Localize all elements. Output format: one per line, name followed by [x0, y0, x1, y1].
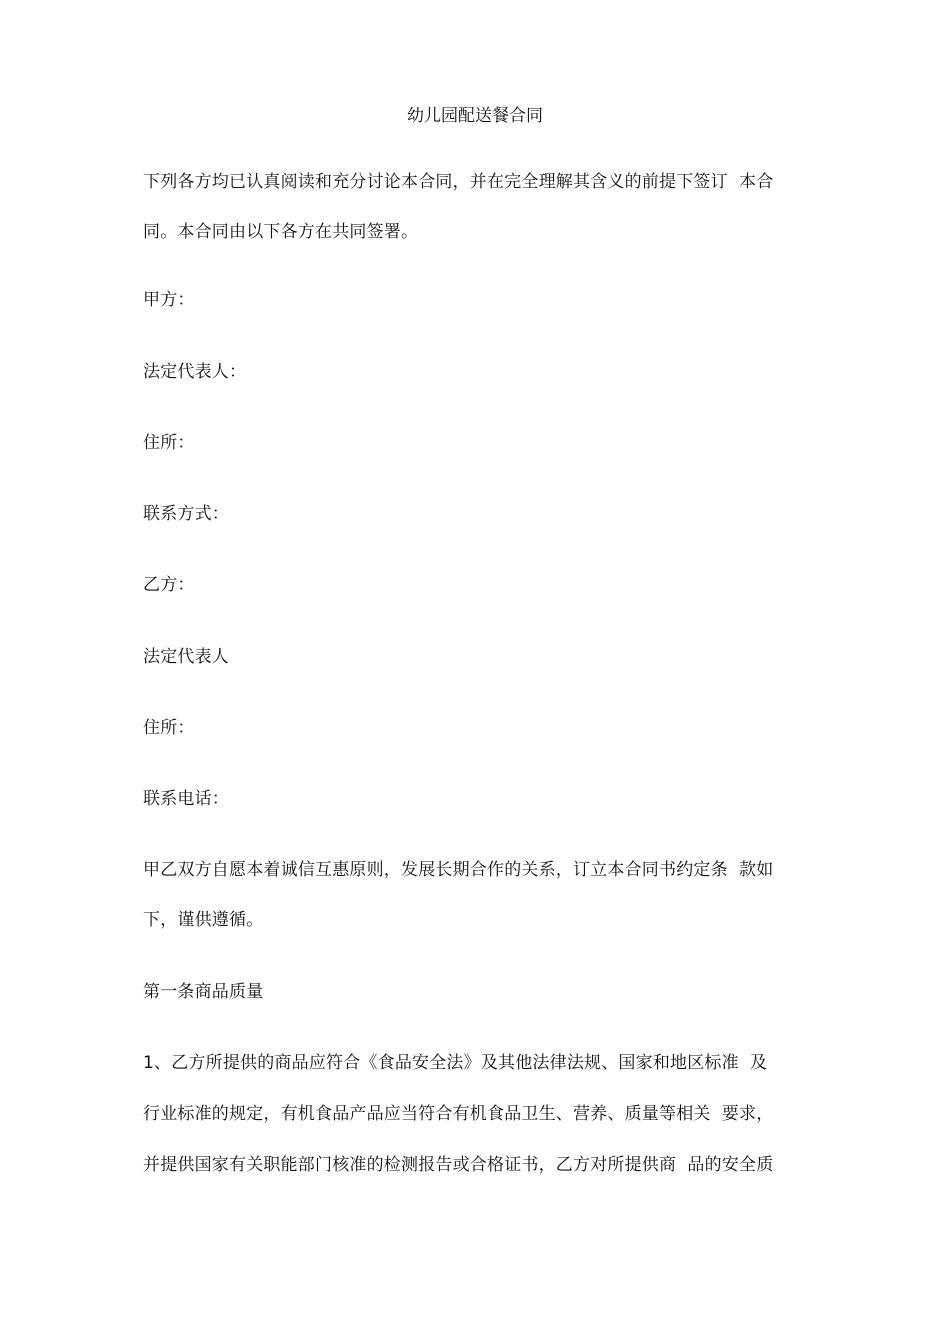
party-a-address: 住所： — [143, 433, 195, 453]
article-1-item-1-line-1: 1、乙方所提供的商品应符合《食品安全法》及其他法律法规、国家和地区标准 及 — [143, 1053, 768, 1073]
article-1-item-1-line-3: 并提供国家有关职能部门核准的检测报告或合格证书，乙方对所提供商 品的安全质 — [143, 1155, 774, 1175]
document-title: 幼儿园配送餐合同 — [407, 106, 543, 126]
party-b-legal-rep: 法定代表人 — [143, 647, 229, 667]
party-a-legal-rep: 法定代表人： — [143, 362, 247, 382]
agreement-line-2: 下，谨供遵循。 — [143, 910, 264, 930]
party-a-contact: 联系方式： — [143, 504, 229, 524]
article-1-heading: 第一条商品质量 — [143, 982, 264, 1002]
article-1-item-1-line-2: 行业标准的规定，有机食品产品应当符合有机食品卫生、营养、质量等相关 要求， — [143, 1104, 774, 1124]
agreement-line-1: 甲乙双方自愿本着诚信互惠原则，发展长期合作的关系，订立本合同书约定条 款如 — [143, 860, 774, 880]
party-b-label: 乙方： — [143, 575, 195, 595]
party-b-address: 住所： — [143, 718, 195, 738]
intro-line-2: 同。本合同由以下各方在共同签署。 — [143, 222, 419, 242]
party-b-phone: 联系电话： — [143, 789, 229, 809]
party-a-label: 甲方： — [143, 290, 195, 310]
intro-line-1: 下列各方均已认真阅读和充分讨论本合同，并在完全理解其含义的前提下签订 本合 — [143, 172, 774, 192]
